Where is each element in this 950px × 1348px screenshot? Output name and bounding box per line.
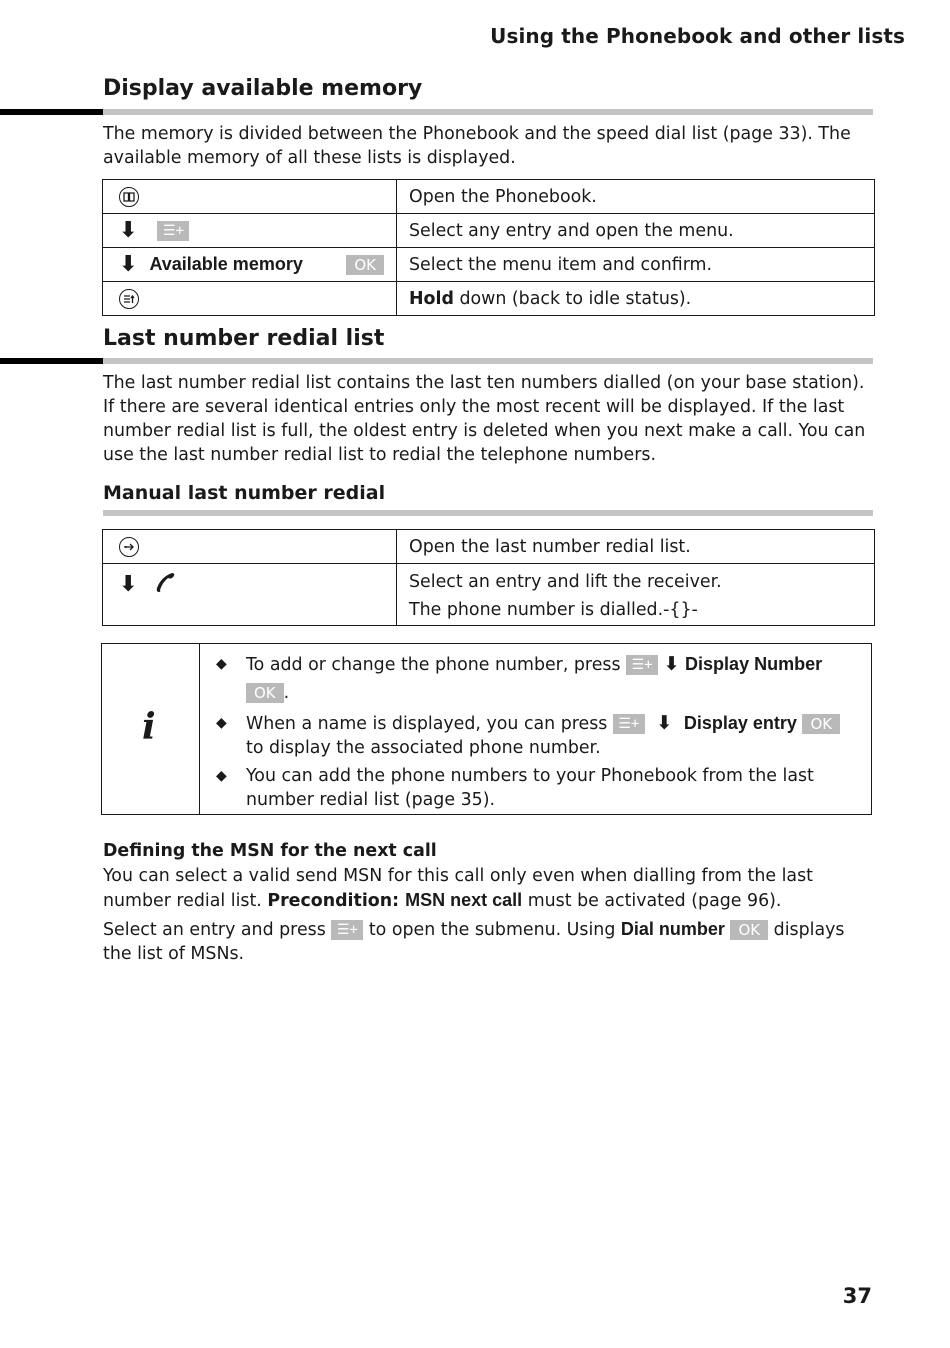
step-key-cell [103, 180, 397, 214]
info-bullet [214, 711, 854, 760]
memory-step-row [103, 282, 875, 316]
section-rule-black [0, 109, 103, 115]
ok-softkey: OK [802, 714, 840, 734]
section-title-memory: Display available memory [103, 76, 423, 101]
msn-para-2-mid: to open the submenu. Using [363, 920, 621, 940]
redial-steps-table [102, 529, 875, 626]
redial-intro: The last number redial list contains the last ten numbers dialled (on your base station). If there are several identical entries only the most recent will be displayed. If the last number redial list is full, the oldest entry is deleted when you next make a call. You can use the last number redial list to redial the telephone numbers. [103, 373, 866, 465]
info-bullet [214, 764, 854, 812]
handset-icon [155, 570, 177, 599]
msn-para-1-end: must be activated (page 96). [522, 891, 782, 911]
section-rule-black [0, 358, 103, 364]
menu-key-icon: ☰+ [331, 920, 363, 940]
bullet-text: To add or change the phone number, press [246, 655, 621, 675]
info-box [101, 643, 872, 815]
step-desc: Open the Phonebook. [397, 180, 875, 214]
memory-step-row [103, 214, 875, 248]
down-arrow-icon: ⬇ [119, 571, 138, 597]
redial-key-icon [119, 537, 139, 557]
phonebook-key-icon [119, 187, 139, 207]
step-desc [397, 282, 875, 316]
redial-step-row [103, 530, 875, 564]
section-rule-gray [103, 358, 873, 364]
ok-softkey: OK [246, 683, 284, 703]
menu-key-icon: ☰+ [613, 714, 645, 734]
step-desc [397, 564, 875, 626]
menu-item-label: Dial number [620, 919, 725, 939]
section-rule-gray [103, 109, 873, 115]
diamond-bullet-icon: ◆ [216, 656, 227, 672]
diamond-bullet-icon: ◆ [216, 768, 227, 784]
precondition-label: Precondition: [267, 891, 406, 911]
step-key-cell [103, 282, 397, 316]
subsection-rule [103, 510, 873, 516]
info-bullet [214, 650, 854, 707]
section-title-redial: Last number redial list [103, 326, 385, 351]
msn-para-1 [103, 864, 878, 913]
menu-key-icon: ☰+ [157, 221, 189, 241]
down-arrow-icon: ⬇ [663, 653, 680, 675]
step-desc-rest: down (back to idle status). [453, 288, 692, 309]
info-list [214, 650, 854, 812]
menu-key-icon: ☰+ [626, 655, 658, 675]
down-arrow-icon: ⬇ [656, 712, 673, 734]
menu-item-label: Available memory [149, 254, 303, 274]
memory-step-row [103, 248, 875, 282]
diamond-bullet-icon: ◆ [216, 715, 227, 731]
menu-item-label: Display entry [683, 713, 797, 733]
subsection-title: Manual last number redial [103, 482, 386, 504]
info-icon: i [142, 706, 156, 748]
page-number: 37 [842, 1284, 872, 1308]
memory-steps-table [102, 179, 875, 316]
bullet-text: You can add the phone numbers to your Phonebook from the last number redial list (page 35). [246, 766, 814, 810]
step-desc: Select the menu item and confirm. [397, 248, 875, 282]
bullet-text-2: to display the associated phone number. [246, 738, 601, 758]
redial-step-row [103, 564, 875, 626]
step-key-cell [103, 248, 397, 282]
step-desc-line2: The phone number is dialled.-{}- [409, 600, 698, 620]
info-icon-cell [102, 644, 200, 814]
memory-intro: The memory is divided between the Phonebook and the speed dial list (page 33). The available memory of all these lists is displayed. [103, 124, 851, 168]
memory-step-row [103, 180, 875, 214]
running-header: Using the Phonebook and other lists [490, 24, 905, 48]
menu-item-label: Display Number [685, 654, 823, 674]
ok-softkey: OK [346, 255, 384, 275]
menu-item-label: MSN next call [405, 890, 523, 910]
ok-softkey: OK [730, 920, 768, 940]
end-call-key-icon [119, 289, 139, 309]
step-key-cell [103, 214, 397, 248]
step-desc: Open the last number redial list. [397, 530, 875, 564]
step-key-cell [103, 564, 397, 626]
msn-para-1-text: You can select a valid send MSN for this call only even when dialling from the last number redial list. [103, 866, 813, 911]
step-desc-line1: Select an entry and lift the receiver. [409, 572, 722, 592]
msn-para-2 [103, 917, 878, 966]
down-arrow-icon: ⬇ [119, 217, 138, 243]
down-arrow-icon: ⬇ [119, 251, 138, 277]
step-key-cell [103, 530, 397, 564]
msn-para-2-text: Select an entry and press [103, 920, 326, 940]
bullet-end: . [283, 683, 290, 703]
bullet-text: When a name is displayed, you can press [246, 714, 608, 734]
msn-title: Defining the MSN for the next call [103, 841, 437, 861]
step-desc-bold: Hold [409, 288, 454, 309]
msn-para-2-end: displays the list of MSNs. [103, 920, 845, 964]
step-desc: Select any entry and open the menu. [397, 214, 875, 248]
